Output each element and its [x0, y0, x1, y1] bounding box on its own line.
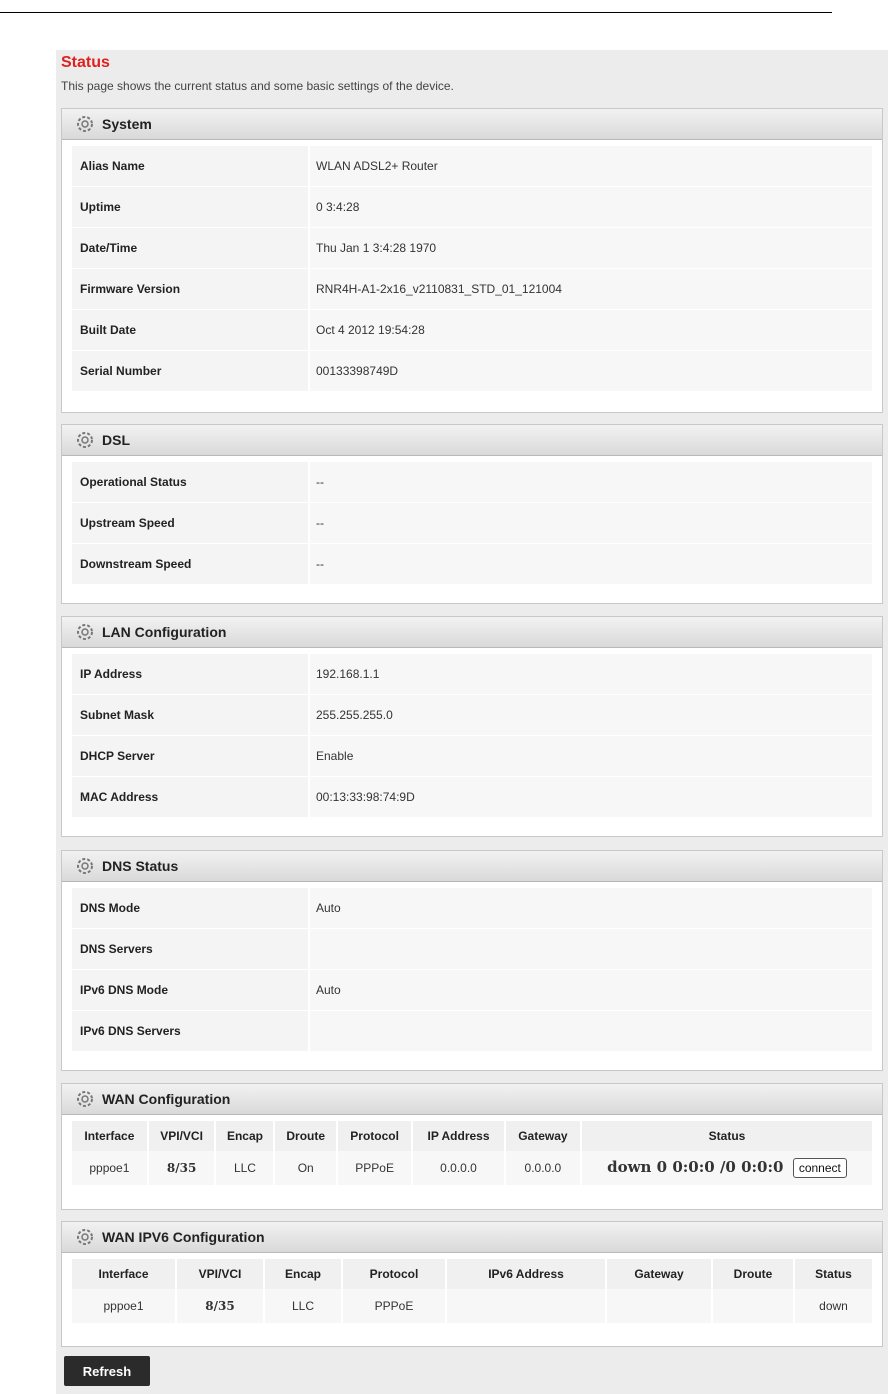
wan-panel-header: [62, 1084, 882, 1115]
dsl-panel-header: [62, 425, 882, 456]
row-value: [310, 1011, 872, 1051]
row-value: Oct 4 2012 19:54:28: [310, 310, 872, 350]
table-row: [72, 310, 872, 351]
cell-droute: [712, 1289, 794, 1323]
column-header: Interface: [72, 1121, 148, 1151]
row-label: Downstream Speed: [72, 544, 308, 584]
cell-protocol: PPPoE: [337, 1151, 412, 1185]
column-header: Droute: [712, 1259, 794, 1289]
dns-panel-title: DNS Status: [102, 857, 179, 874]
table-row: [72, 970, 872, 1011]
row-label: Uptime: [72, 187, 308, 227]
table-row: [72, 777, 872, 818]
wan-status-text: down 0 0:0:0 /0 0:0:0: [607, 1158, 784, 1176]
column-header: VPI/VCI: [176, 1259, 264, 1289]
dsl-panel: [61, 424, 883, 604]
cell-vpivci: 8/35: [176, 1289, 264, 1323]
column-header: Interface: [72, 1259, 176, 1289]
cell-droute: On: [274, 1151, 336, 1185]
table-row: [72, 929, 872, 970]
cell-gateway: 0.0.0.0: [505, 1151, 581, 1185]
column-header: VPI/VCI: [148, 1121, 216, 1151]
row-value: 0 3:4:28: [310, 187, 872, 227]
column-header: IPv6 Address: [446, 1259, 606, 1289]
gear-icon: [76, 857, 94, 875]
table-row: [72, 228, 872, 269]
table-row: [72, 269, 872, 310]
cell-vpivci: 8/35: [148, 1151, 216, 1185]
column-header: Status: [581, 1121, 873, 1151]
dsl-table: [62, 456, 882, 591]
table-row: [72, 146, 872, 187]
table-row: [72, 503, 872, 544]
lan-panel-title: LAN Configuration: [102, 623, 227, 640]
row-label: Firmware Version: [72, 269, 308, 309]
row-value: 00133398749D: [310, 351, 872, 391]
row-label: DNS Mode: [72, 888, 308, 928]
system-panel-header: [62, 109, 882, 140]
table-row: [72, 351, 872, 392]
wan-ipv6-table: [72, 1259, 874, 1323]
cell-status: down: [794, 1289, 873, 1323]
table-header-row: [72, 1121, 873, 1151]
lan-table: [62, 648, 882, 824]
row-value: Enable: [310, 736, 872, 776]
refresh-button[interactable]: Refresh: [64, 1356, 150, 1386]
lan-panel: [61, 616, 883, 837]
row-value: 192.168.1.1: [310, 654, 872, 694]
row-value: 255.255.255.0: [310, 695, 872, 735]
table-row: [72, 1289, 873, 1323]
cell-interface: pppoe1: [72, 1151, 148, 1185]
row-label: IP Address: [72, 654, 308, 694]
column-header: Gateway: [606, 1259, 712, 1289]
column-header: Encap: [264, 1259, 342, 1289]
wan-ipv6-panel: [61, 1221, 883, 1347]
row-value: --: [310, 503, 872, 543]
row-value: --: [310, 462, 872, 502]
wan-ipv6-panel-header: [62, 1222, 882, 1253]
row-value: Thu Jan 1 3:4:28 1970: [310, 228, 872, 268]
dsl-panel-title: DSL: [102, 431, 130, 448]
table-row: [72, 736, 872, 777]
gear-icon: [76, 1090, 94, 1108]
connect-button[interactable]: connect: [793, 1158, 847, 1178]
row-value: Auto: [310, 970, 872, 1010]
system-table: [62, 140, 882, 398]
wan-ipv6-panel-title: WAN IPV6 Configuration: [102, 1228, 265, 1245]
dns-table: [62, 882, 882, 1058]
row-label: Operational Status: [72, 462, 308, 502]
row-value: Auto: [310, 888, 872, 928]
row-value: [310, 929, 872, 969]
dns-panel-header: [62, 851, 882, 882]
row-value: RNR4H-A1-2x16_v2110831_STD_01_121004: [310, 269, 872, 309]
cell-ipv6-address: [446, 1289, 606, 1323]
table-row: [72, 187, 872, 228]
column-header: Status: [794, 1259, 873, 1289]
gear-icon: [76, 115, 94, 133]
row-value: WLAN ADSL2+ Router: [310, 146, 872, 186]
row-label: Date/Time: [72, 228, 308, 268]
wan-panel: [61, 1083, 883, 1210]
system-panel: [61, 108, 883, 413]
cell-encap: LLC: [215, 1151, 274, 1185]
row-label: IPv6 DNS Servers: [72, 1011, 308, 1051]
column-header: Droute: [274, 1121, 336, 1151]
row-label: Subnet Mask: [72, 695, 308, 735]
row-label: DNS Servers: [72, 929, 308, 969]
column-header: Protocol: [337, 1121, 412, 1151]
cell-encap: LLC: [264, 1289, 342, 1323]
system-panel-title: System: [102, 115, 152, 132]
status-page: [56, 50, 888, 1394]
lan-panel-header: [62, 617, 882, 648]
wan-panel-title: WAN Configuration: [102, 1090, 231, 1107]
gear-icon: [76, 623, 94, 641]
table-row: [72, 695, 872, 736]
table-row: [72, 654, 872, 695]
row-label: IPv6 DNS Mode: [72, 970, 308, 1010]
row-label: Serial Number: [72, 351, 308, 391]
page-description: This page shows the current status and some basic settings of the device.: [61, 79, 454, 93]
cell-interface: pppoe1: [72, 1289, 176, 1323]
cell-ip-address: 0.0.0.0: [412, 1151, 504, 1185]
cell-status: [581, 1151, 873, 1185]
column-header: Encap: [215, 1121, 274, 1151]
row-label: Upstream Speed: [72, 503, 308, 543]
column-header: IP Address: [412, 1121, 504, 1151]
table-row: [72, 888, 872, 929]
cell-gateway: [606, 1289, 712, 1323]
gear-icon: [76, 431, 94, 449]
row-label: Alias Name: [72, 146, 308, 186]
row-label: Built Date: [72, 310, 308, 350]
table-row: [72, 1011, 872, 1052]
row-value: --: [310, 544, 872, 584]
top-rule: [0, 12, 832, 13]
wan-table: [72, 1121, 874, 1185]
row-value: 00:13:33:98:74:9D: [310, 777, 872, 817]
row-label: MAC Address: [72, 777, 308, 817]
gear-icon: [76, 1228, 94, 1246]
table-row: [72, 462, 872, 503]
dns-panel: [61, 850, 883, 1071]
table-row: [72, 544, 872, 585]
column-header: Protocol: [342, 1259, 446, 1289]
column-header: Gateway: [505, 1121, 581, 1151]
page-title: Status: [61, 54, 110, 71]
table-row: [72, 1151, 873, 1185]
cell-protocol: PPPoE: [342, 1289, 446, 1323]
row-label: DHCP Server: [72, 736, 308, 776]
table-header-row: [72, 1259, 873, 1289]
